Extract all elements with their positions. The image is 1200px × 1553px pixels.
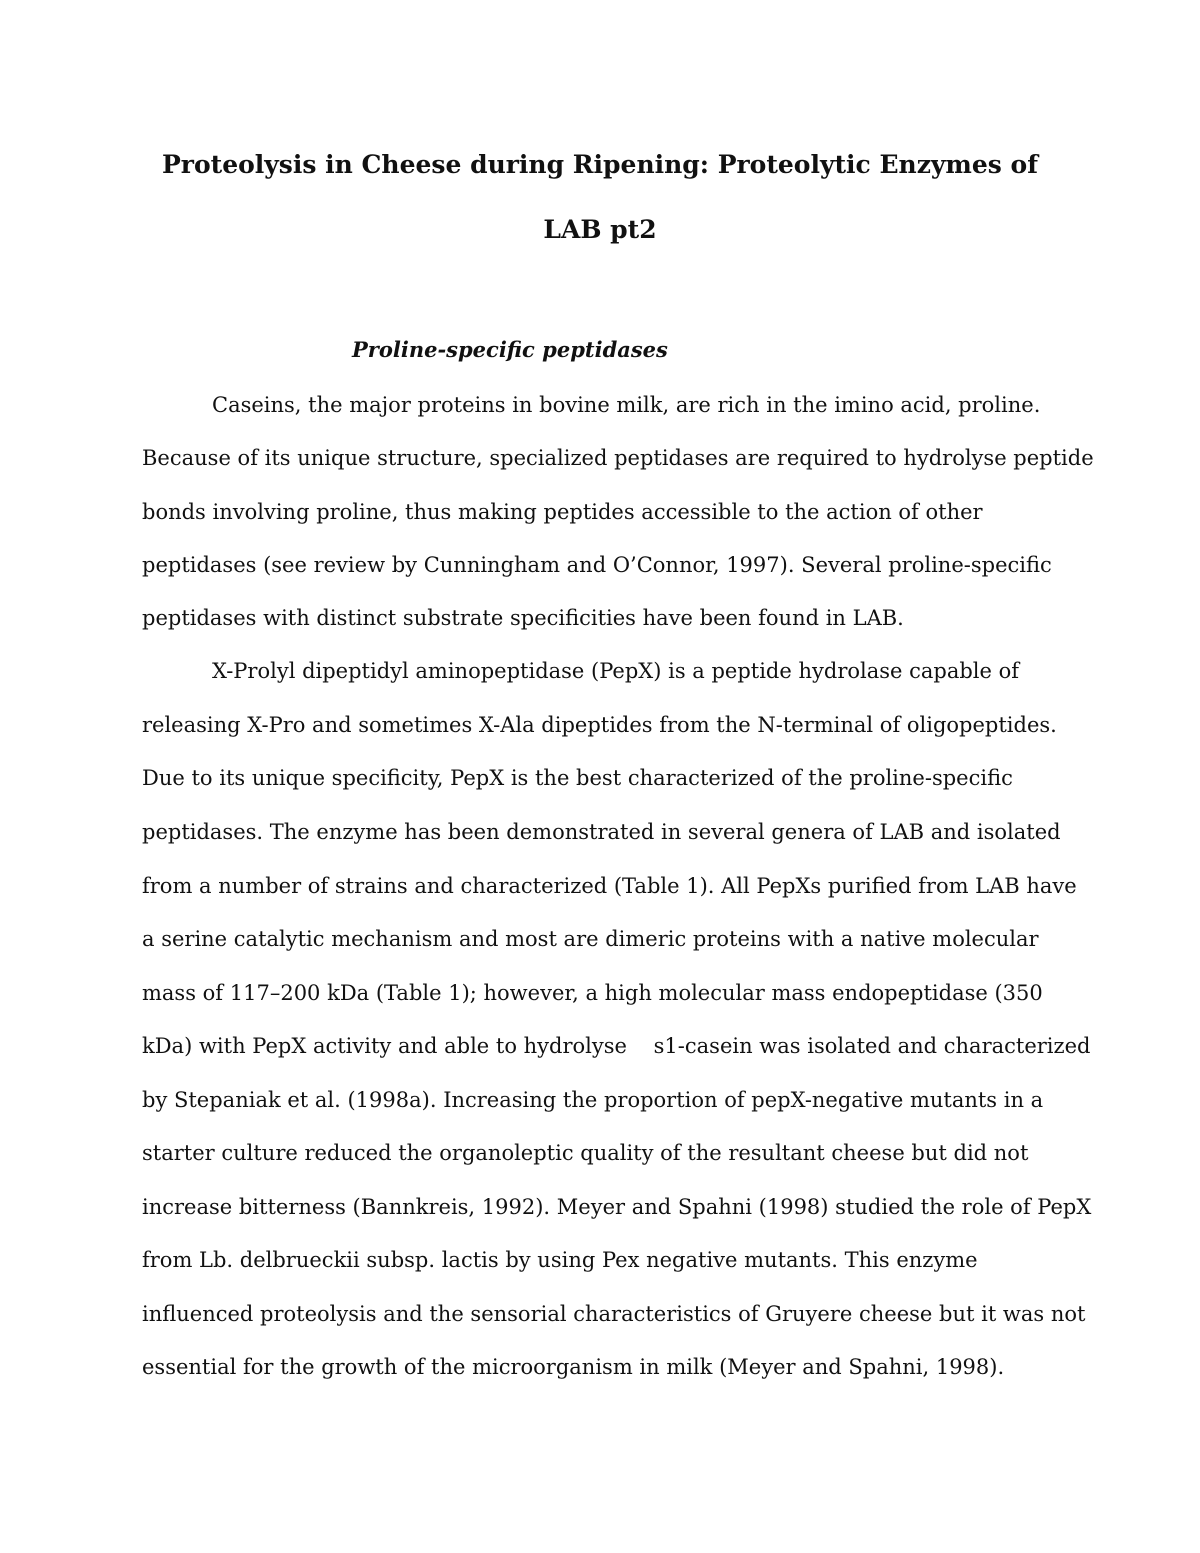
paragraph-2-line: essential for the growth of the microorganism in milk (Meyer and Spahni, 1998).	[142, 1355, 1005, 1379]
paragraph-2-line: X-Prolyl dipeptidyl aminopeptidase (PepX) is a peptide hydrolase capable of	[212, 659, 1020, 683]
document-title-line-1: Proteolysis in Cheese during Ripening: Proteolytic Enzymes of	[162, 150, 1038, 179]
document-title-line-2: LAB pt2	[543, 215, 657, 244]
paragraph-2-line: Due to its unique specificity, PepX is the best characterized of the proline-specific	[142, 766, 1013, 790]
paragraph-2-line: influenced proteolysis and the sensorial characteristics of Gruyere cheese but it was not	[142, 1302, 1086, 1326]
paragraph-2-line: increase bitterness (Bannkreis, 1992). Meyer and Spahni (1998) studied the role of PepX	[142, 1195, 1092, 1219]
paragraph-2-line: a serine catalytic mechanism and most are dimeric proteins with a native molecular	[142, 927, 1039, 951]
paragraph-2-line: from Lb. delbrueckii subsp. lactis by using Pex negative mutants. This enzyme	[142, 1248, 978, 1272]
paragraph-1-line: Caseins, the major proteins in bovine milk, are rich in the imino acid, proline.	[212, 393, 1041, 417]
paragraph-2-line: releasing X-Pro and sometimes X-Ala dipeptides from the N-terminal of oligopeptides.	[142, 713, 1057, 737]
paragraph-2-line: by Stepaniak et al. (1998a). Increasing the proportion of pepX-negative mutants in a	[142, 1088, 1044, 1112]
paragraph-1-line: peptidases with distinct substrate specificities have been found in LAB.	[142, 606, 904, 630]
paragraph-1-line: Because of its unique structure, specialized peptidases are required to hydrolyse peptide	[142, 446, 1094, 470]
paragraph-2-line: mass of 117–200 kDa (Table 1); however, a high molecular mass endopeptidase (350	[142, 981, 1043, 1005]
paragraph-1-line: peptidases (see review by Cunningham and O’Connor, 1997). Several proline-specific	[142, 553, 1052, 577]
paragraph-2-line: starter culture reduced the organoleptic quality of the resultant cheese but did not	[142, 1141, 1029, 1165]
paragraph-1-line: bonds involving proline, thus making peptides accessible to the action of other	[142, 500, 983, 524]
paragraph-2-line: peptidases. The enzyme has been demonstrated in several genera of LAB and isolated	[142, 820, 1061, 844]
section-heading: Proline-specific peptidases	[352, 337, 668, 362]
paragraph-2-line: kDa) with PepX activity and able to hydrolyse s1-casein was isolated and characterized	[142, 1034, 1091, 1058]
paragraph-2-line: from a number of strains and characterized (Table 1). All PepXs purified from LAB have	[142, 874, 1077, 898]
